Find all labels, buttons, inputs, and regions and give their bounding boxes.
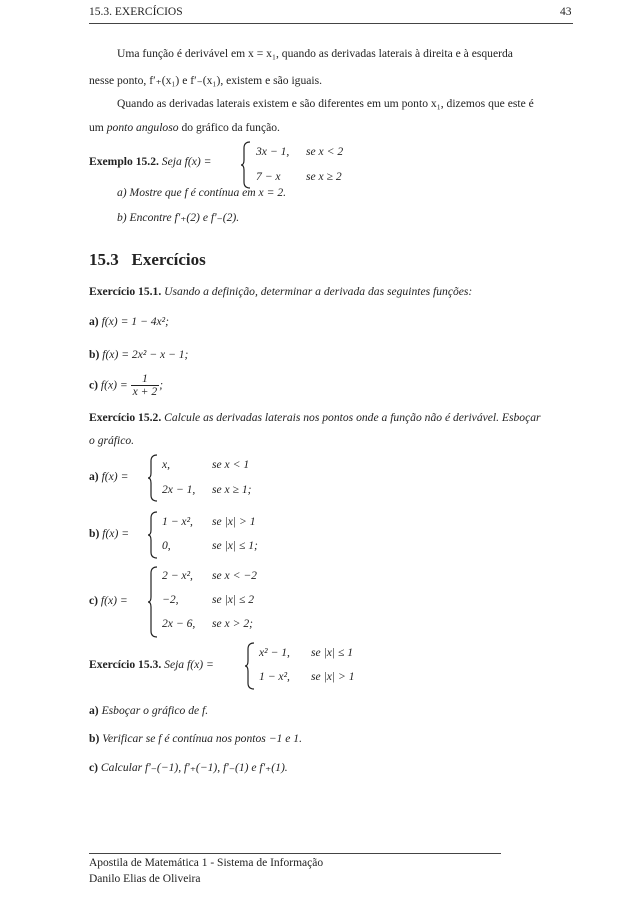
exercise-label: Exercício 15.3.: [89, 658, 162, 671]
exercise-15-3-item-c: [89, 760, 288, 774]
intro-text: do gráfico da função.: [178, 121, 280, 134]
header-rule: [89, 23, 573, 24]
exercise-15-1-heading: [89, 285, 472, 298]
exercise-15-1-item-c: [89, 373, 163, 398]
fraction-numerator: 1: [142, 372, 148, 385]
exercise-15-1-item-b: [89, 348, 188, 361]
case-cond: se x < 1: [212, 458, 250, 471]
exercise-15-3-item-b: [89, 732, 302, 745]
item-label: b): [89, 732, 100, 745]
case-expr: 1 − x²,: [162, 515, 193, 528]
example-item-b: b) Encontre f′₊(2) e f′₋(2).: [117, 211, 240, 224]
example-case-2-cond: se x ≥ 2: [306, 170, 342, 183]
case-cond: se |x| ≤ 1;: [212, 539, 258, 552]
exercise-label: Exercício 15.1.: [89, 285, 162, 298]
exercise-15-2-heading: [89, 411, 541, 424]
item-label: c): [89, 378, 99, 392]
exercise-15-2-statement-line-2: o gráfico.: [89, 434, 135, 447]
exercise-15-1-item-a: [89, 315, 169, 328]
case-expr: 2 − x²,: [162, 569, 193, 582]
example-case-1-expr: 3x − 1,: [256, 145, 290, 158]
intro-paragraph-2-line-1: Quando as derivadas laterais existem e são diferentes em um ponto x₁, dizemos que este é: [117, 97, 534, 110]
example-case-2-expr: 7 − x: [256, 170, 281, 183]
exercise-15-3-heading: [89, 658, 214, 671]
case-cond: se |x| ≤ 1: [311, 646, 354, 659]
case-cond: se x > 2;: [212, 617, 253, 630]
case-expr: 2x − 6,: [162, 617, 196, 630]
item-label: b): [89, 348, 100, 361]
intro-paragraph-1-line-1: Uma função é derivável em x = x₁, quando as derivadas laterais à direita e à esquerda: [117, 47, 513, 60]
section-heading: [89, 250, 206, 270]
case-expr: x² − 1,: [259, 646, 290, 659]
exercise-15-2-item-a-lead: [89, 470, 128, 483]
item-text: Esboçar o gráfico de f.: [101, 704, 209, 717]
case-expr: −2,: [162, 593, 179, 606]
case-cond: se |x| > 1: [212, 515, 256, 528]
fraction: [131, 373, 160, 398]
intro-text: um: [89, 121, 107, 134]
case-expr: 2x − 1,: [162, 483, 196, 496]
exercise-15-2-item-c-lead: [89, 594, 128, 607]
case-cond: se |x| > 1: [311, 670, 355, 683]
item-label: c): [89, 594, 99, 607]
left-brace: [241, 142, 251, 188]
intro-paragraph-1-line-2: nesse ponto, f′₊(x₁) e f′₋(x₁), existem e são iguais.: [89, 74, 323, 87]
example-lead: Seja f(x) =: [161, 155, 212, 168]
case-cond: se x ≥ 1;: [212, 483, 252, 496]
page-number: 43: [560, 6, 572, 18]
term-ponto-anguloso: ponto anguloso: [106, 121, 179, 134]
exercise-lead: Seja f(x) =: [164, 658, 214, 671]
exercise-15-2-item-b-lead: [89, 527, 129, 540]
case-expr: x,: [162, 458, 171, 471]
example-case-1-cond: se x < 2: [306, 145, 344, 158]
case-cond: se |x| ≤ 2: [212, 593, 255, 606]
case-expr: 1 − x²,: [259, 670, 290, 683]
item-label: a): [89, 704, 99, 717]
item-text: Verificar se f é contínua nos pontos −1 e 1.: [102, 732, 302, 745]
item-label: b): [89, 527, 100, 540]
exercise-label: Exercício 15.2.: [89, 411, 162, 424]
item-label: a): [89, 315, 99, 328]
left-brace: [148, 512, 158, 558]
example-label: Exemplo 15.2.: [89, 155, 159, 168]
footer-rule: [89, 853, 501, 854]
footer-line-1: Apostila de Matemática 1 - Sistema de Informação: [89, 857, 324, 869]
left-brace: [148, 567, 158, 637]
left-brace: [148, 455, 158, 501]
example-heading: [89, 155, 211, 168]
section-number: 15.3: [89, 250, 119, 269]
example-item-a: a) Mostre que f é contínua em x = 2.: [117, 186, 287, 199]
item-label: a): [89, 470, 99, 483]
item-expression-tail: ;: [159, 378, 164, 392]
item-expression-lead: f(x) =: [101, 470, 129, 483]
item-expression-lead: f(x) =: [102, 527, 130, 540]
running-header-section: 15.3. EXERCÍCIOS: [89, 6, 183, 18]
footer-line-2: Danilo Elias de Oliveira: [89, 873, 201, 885]
item-text: Calcular f′₋(−1), f′₊(−1), f′₋(1) e f′₊(1).: [100, 761, 288, 774]
case-expr: 0,: [162, 539, 171, 552]
exercise-15-3-item-a: [89, 704, 208, 717]
exercise-statement: Usando a definição, determinar a derivada das seguintes funções:: [164, 285, 473, 298]
case-cond: se x < −2: [212, 569, 257, 582]
item-label: c): [89, 761, 99, 774]
section-title: Exercícios: [131, 250, 206, 269]
item-expression: f(x) = 2x² − x − 1;: [102, 348, 189, 361]
item-expression-lead: f(x) =: [100, 378, 128, 392]
left-brace: [245, 643, 255, 689]
intro-paragraph-2-line-2: [89, 121, 280, 134]
item-expression: f(x) = 1 − 4x²;: [101, 315, 169, 328]
item-expression-lead: f(x) =: [100, 594, 128, 607]
fraction-denominator: x + 2: [132, 385, 158, 399]
exercise-statement: Calcule as derivadas laterais nos pontos onde a função não é derivável. Esboçar: [164, 411, 541, 424]
